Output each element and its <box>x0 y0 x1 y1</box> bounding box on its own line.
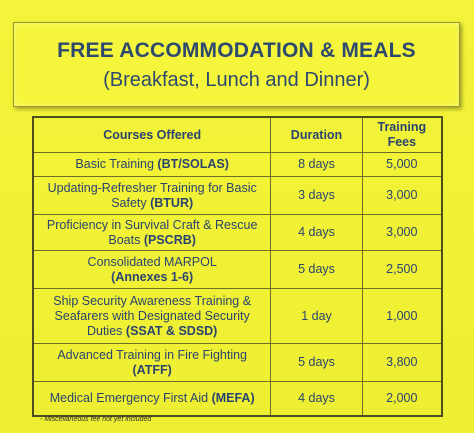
table-header-row <box>33 117 442 153</box>
duration-cell: 4 days <box>271 215 362 251</box>
course-cell: Advanced Training in Fire Fighting (ATFF) <box>33 344 271 382</box>
duration-cell: 1 day <box>271 289 362 344</box>
course-table <box>32 116 443 417</box>
duration-cell: 5 days <box>271 251 362 289</box>
table-row <box>33 153 442 177</box>
fee-cell: 3,000 <box>362 177 442 215</box>
table-row <box>33 382 442 416</box>
table-row <box>33 344 442 382</box>
duration-cell: 5 days <box>271 344 362 382</box>
duration-cell: 8 days <box>271 153 362 177</box>
duration-cell: 3 days <box>271 177 362 215</box>
course-cell: Proficiency in Survival Craft & Rescue Boats (PSCRB) <box>33 215 271 251</box>
fee-cell: 2,500 <box>362 251 442 289</box>
page-subtitle: (Breakfast, Lunch and Dinner) <box>103 69 370 91</box>
course-cell: Ship Security Awareness Training & Seafarers with Designated Security Duties (SSAT & SDSD) <box>33 289 271 344</box>
table-row <box>33 251 442 289</box>
fee-cell: 1,000 <box>362 289 442 344</box>
fee-cell: 2,000 <box>362 382 442 416</box>
fee-cell: 3,000 <box>362 215 442 251</box>
course-cell: Basic Training (BT/SOLAS) <box>33 153 271 177</box>
column-header-duration: Duration <box>271 117 362 153</box>
column-header-fees: Training Fees <box>362 117 442 153</box>
table-row <box>33 177 442 215</box>
fee-cell: 5,000 <box>362 153 442 177</box>
footnote: - Miscellaneous fee not yet included <box>40 416 152 423</box>
course-cell: Medical Emergency First Aid (MEFA) <box>33 382 271 416</box>
fee-cell: 3,800 <box>362 344 442 382</box>
course-cell: Consolidated MARPOL (Annexes 1-6) <box>33 251 271 289</box>
course-cell: Updating-Refresher Training for Basic Safety (BTUR) <box>33 177 271 215</box>
header-banner <box>13 22 460 107</box>
course-table-container <box>32 116 443 417</box>
page-title: FREE ACCOMMODATION & MEALS <box>57 39 416 62</box>
table-row <box>33 215 442 251</box>
column-header-courses: Courses Offered <box>33 117 271 153</box>
table-row <box>33 289 442 344</box>
duration-cell: 4 days <box>271 382 362 416</box>
